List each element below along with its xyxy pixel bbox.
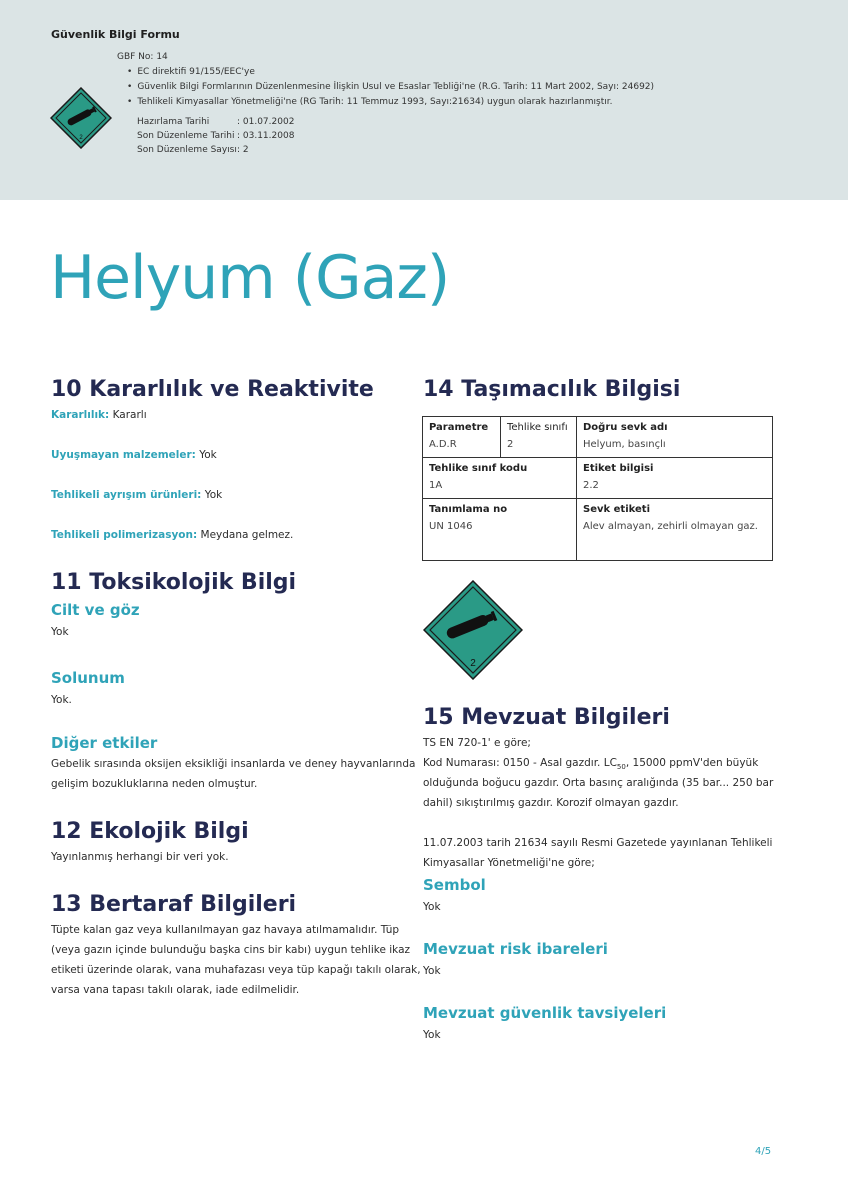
- table-cell: [577, 417, 773, 458]
- section-14-heading: 14 Taşımacılık Bilgisi: [423, 377, 681, 402]
- cell-header: Sevk etiketi: [583, 504, 650, 515]
- gas-cylinder-hazard-icon: [50, 87, 112, 149]
- regulatory-text-part: Kod Numarası: 0150 - Asal gazdır. LC: [423, 757, 617, 769]
- field-value: Meydana gelmez.: [197, 529, 294, 541]
- other-effects-heading: Diğer etkiler: [51, 734, 158, 752]
- cell-value: Helyum, basınçlı: [583, 439, 666, 450]
- field-value: Kararlı: [109, 409, 147, 421]
- table-cell: [423, 417, 501, 458]
- symbol-value: Yok: [423, 901, 441, 913]
- cell-header: Tehlike sınıf kodu: [429, 463, 528, 474]
- section-10-heading: 10 Kararlılık ve Reaktivite: [51, 377, 374, 402]
- cell-value: Alev almayan, zehirli olmayan gaz.: [583, 521, 758, 532]
- cell-value: A.D.R: [429, 439, 457, 450]
- page-number: 4/5: [755, 1146, 772, 1157]
- table-row: [423, 458, 773, 499]
- cell-header: Parametre: [429, 422, 489, 433]
- risk-phrases-heading: Mevzuat risk ibareleri: [423, 940, 608, 958]
- table-cell: [577, 458, 773, 499]
- date-label: Hazırlama Tarihi: [137, 117, 210, 127]
- skin-eye-heading: Cilt ve göz: [51, 601, 140, 619]
- disposal-text-line: etiketi üzerinde olarak, vana muhafazası veya tüp kapağı takılı olarak,: [51, 964, 421, 976]
- field-label: Kararlılık:: [51, 409, 110, 421]
- gas-cylinder-hazard-icon: [423, 580, 523, 680]
- header-band: [0, 0, 848, 200]
- cell-header: Tehlike sınıfı: [507, 422, 568, 433]
- section-15-heading: 15 Mevzuat Bilgileri: [423, 705, 670, 730]
- section-12-heading: 12 Ekolojik Bilgi: [51, 819, 249, 844]
- gbf-number: GBF No: 14: [117, 52, 168, 62]
- section-11-heading: 11 Toksikolojik Bilgi: [51, 570, 297, 595]
- cell-value: UN 1046: [429, 521, 473, 532]
- table-cell: [501, 417, 577, 458]
- field-label: Tehlikeli polimerizasyon:: [51, 529, 198, 541]
- field-label: Uyuşmayan malzemeler:: [51, 449, 196, 461]
- regulatory-text-part: , 15000 ppmV'den büyük: [625, 757, 759, 769]
- regulatory-text-line: Kimyasallar Yönetmeliği'ne göre;: [423, 857, 595, 869]
- revision-dates: [137, 115, 294, 157]
- table-row: [423, 417, 773, 458]
- cell-header: Tanımlama no: [429, 504, 508, 515]
- regulation-list: [127, 65, 654, 110]
- table-cell: [423, 499, 577, 561]
- lc-subscript: 50: [616, 763, 626, 772]
- polymerization-row: [51, 525, 293, 545]
- date-label: Son Düzenleme Tarihi: [137, 131, 235, 141]
- date-value: : 01.07.2002: [237, 117, 295, 127]
- regulation-item: • EC direktifi 91/155/EEC'ye: [127, 65, 654, 80]
- skin-eye-value: Yok: [51, 626, 69, 638]
- date-label: Son Düzenleme Sayısı: [137, 145, 237, 155]
- regulatory-text-line: 11.07.2003 tarih 21634 sayılı Resmi Gazetede yayınlanan Tehlikeli: [423, 837, 773, 849]
- cell-value: 2.2: [583, 480, 599, 491]
- incompatible-materials-row: [51, 445, 217, 465]
- cell-value: 2: [507, 439, 514, 450]
- disposal-text-line: (veya gazın içinde bulunduğu başka cins bir kabı) uygun tehlike ikaz: [51, 944, 411, 956]
- table-row: [423, 499, 773, 561]
- date-value: : 03.11.2008: [237, 131, 295, 141]
- regulatory-text-line: olduğunda boğucu gazdır. Orta basınç aralığında (35 bar... 250 bar: [423, 777, 774, 789]
- inhalation-value: Yok.: [51, 694, 72, 706]
- inhalation-heading: Solunum: [51, 669, 125, 687]
- decomposition-products-row: [51, 485, 222, 505]
- page-title: Helyum (Gaz): [50, 243, 450, 313]
- regulation-item: • Tehlikeli Kimyasallar Yönetmeliği'ne (RG Tarih: 11 Temmuz 1993, Sayı:21634) uygun olarak hazırlanmıştır.: [127, 95, 654, 110]
- other-effects-line: gelişim bozukluklarına neden olmuştur.: [51, 778, 258, 790]
- cell-value: 1A: [429, 480, 443, 491]
- transport-table: [422, 416, 773, 561]
- regulation-item: • Güvenlik Bilgi Formlarının Düzenlenmesine İlişkin Usul ve Esaslar Tebliği'ne (R.G. Tarih: 11 Mart 2002, Sayı: 24692): [127, 80, 654, 95]
- field-label: Tehlikeli ayrışım ürünleri:: [51, 489, 202, 501]
- field-value: Yok: [195, 449, 217, 461]
- safety-advice-value: Yok: [423, 1029, 441, 1041]
- field-value: Yok: [201, 489, 223, 501]
- regulatory-text-line: TS EN 720-1' e göre;: [423, 737, 531, 749]
- regulatory-text-line: dahil) sıkıştırılmış gazdır. Korozif olmayan gazdır.: [423, 797, 679, 809]
- stability-row: [51, 405, 147, 425]
- cell-header: Doğru sevk adı: [583, 422, 668, 433]
- hazard-class-number: 2: [470, 658, 476, 669]
- safety-advice-heading: Mevzuat güvenlik tavsiyeleri: [423, 1004, 667, 1022]
- hazard-class-number: 2: [79, 135, 83, 141]
- date-value: : 2: [237, 145, 249, 155]
- ecological-info-text: Yayınlanmış herhangi bir veri yok.: [51, 851, 229, 863]
- table-cell: [423, 458, 577, 499]
- risk-phrases-value: Yok: [423, 965, 441, 977]
- disposal-text-line: varsa vana tapası takılı olarak, iade edilmelidir.: [51, 984, 300, 996]
- other-effects-line: Gebelik sırasında oksijen eksikliği insanlarda ve deney hayvanlarında: [51, 758, 416, 770]
- table-cell: [577, 499, 773, 561]
- cell-header: Etiket bilgisi: [583, 463, 654, 474]
- section-13-heading: 13 Bertaraf Bilgileri: [51, 892, 297, 917]
- symbol-heading: Sembol: [423, 876, 486, 894]
- form-title: Güvenlik Bilgi Formu: [51, 28, 180, 41]
- disposal-text-line: Tüpte kalan gaz veya kullanılmayan gaz havaya atılmamalıdır. Tüp: [51, 924, 400, 936]
